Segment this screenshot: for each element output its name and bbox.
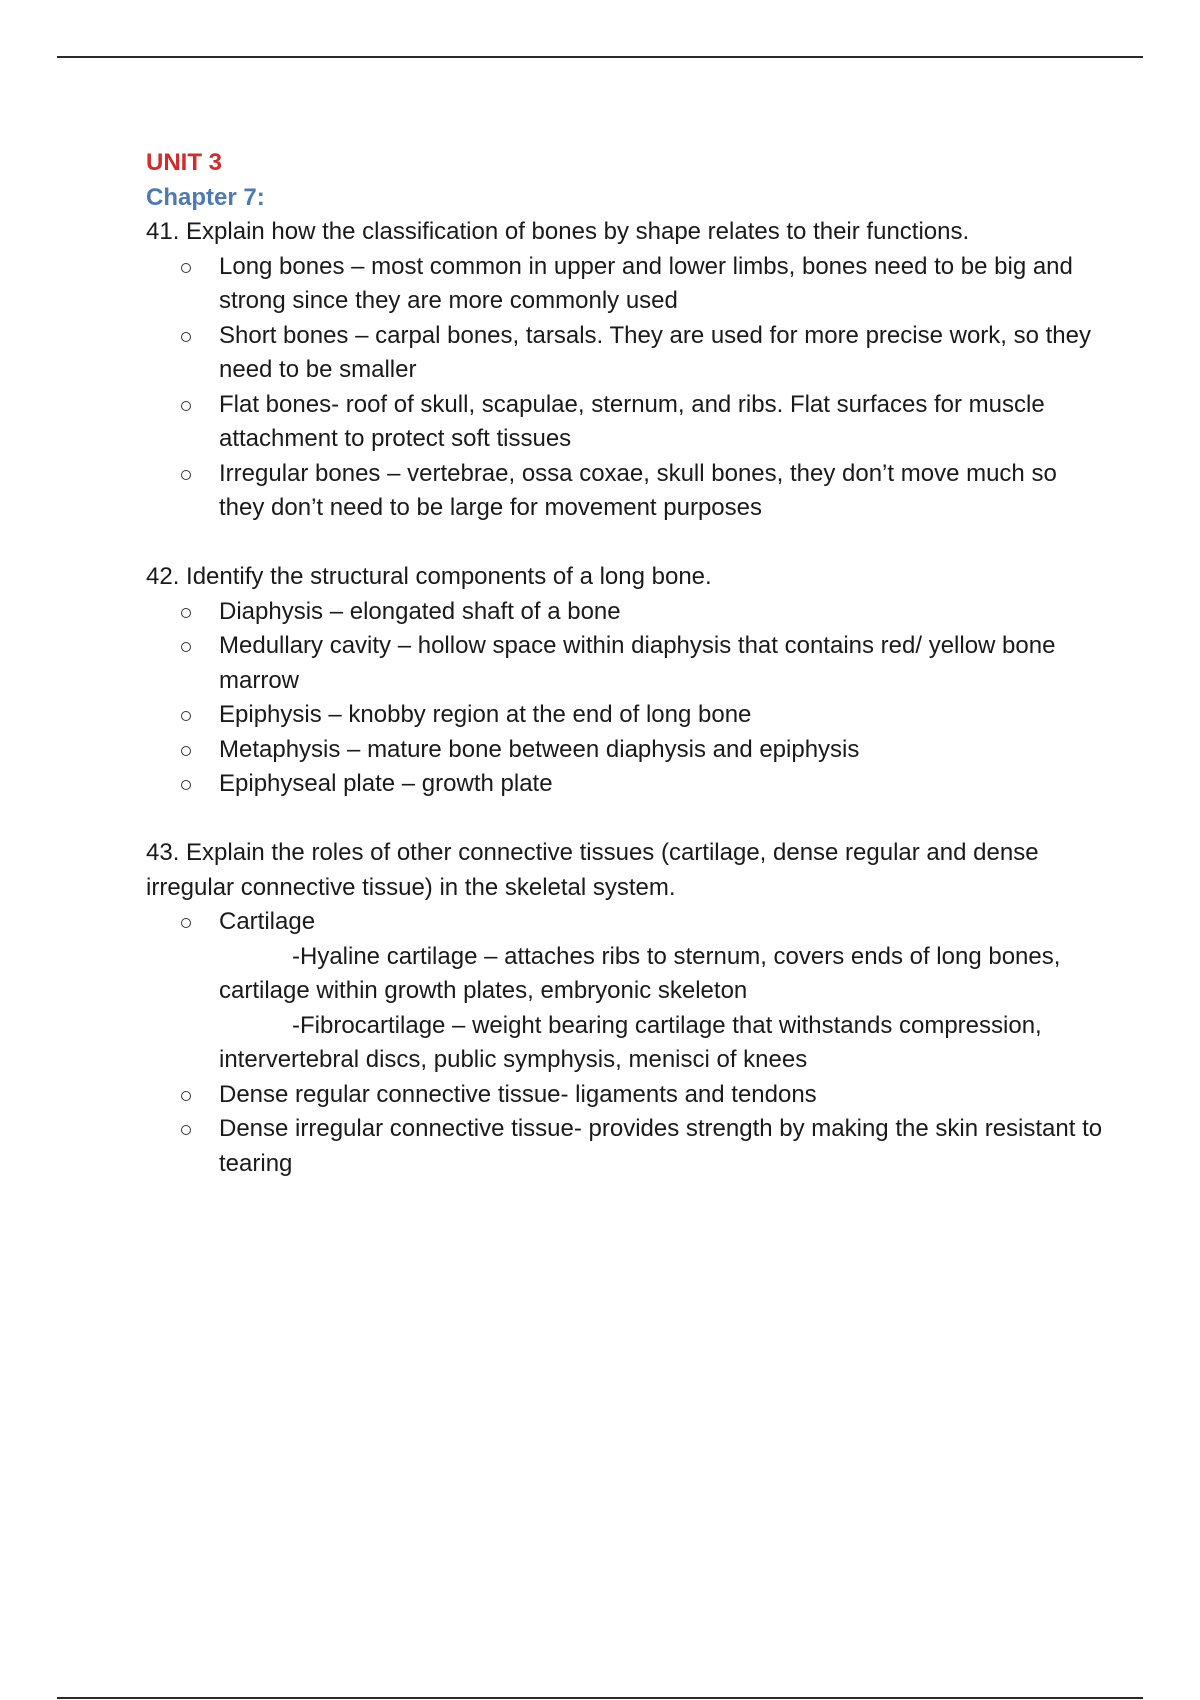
circle-bullet-icon — [181, 780, 191, 790]
circle-bullet-icon — [181, 608, 191, 618]
list-item: Diaphysis – elongated shaft of a bone — [219, 595, 1106, 630]
list-item: Dense irregular connective tissue- provides strength by making the skin resistant to tearing — [219, 1112, 1106, 1181]
circle-bullet-icon — [181, 470, 191, 480]
chapter-title: Chapter 7: — [146, 183, 265, 211]
section-spacer — [146, 802, 1106, 837]
fibrocartilage-text: -Fibrocartilage – weight bearing cartilage that withstands compression, intervertebral discs, public symphysis, menisci of knees — [219, 1011, 1042, 1073]
unit-title: UNIT 3 — [146, 149, 223, 176]
list-item: Irregular bones – vertebrae, ossa coxae, skull bones, they don’t move much so they don’t need to be large for movement purposes — [219, 457, 1106, 526]
circle-bullet-icon — [181, 263, 191, 273]
question-42: 42. Identify the structural components of a long bone. — [146, 563, 712, 590]
circle-bullet-icon — [181, 332, 191, 342]
list-item: Flat bones- roof of skull, scapulae, sternum, and ribs. Flat surfaces for muscle attachment to protect soft tissues — [219, 388, 1106, 457]
list-item: Metaphysis – mature bone between diaphysis and epiphysis — [219, 733, 1106, 768]
circle-bullet-icon — [181, 711, 191, 721]
question-41-list — [146, 250, 1106, 526]
circle-bullet-icon — [181, 642, 191, 652]
circle-bullet-icon — [181, 918, 191, 928]
list-item: Medullary cavity – hollow space within diaphysis that contains red/ yellow bone marrow — [219, 629, 1106, 698]
footer-rule — [57, 1697, 1143, 1699]
section-spacer — [146, 526, 1106, 561]
list-item: Dense regular connective tissue- ligaments and tendons — [219, 1078, 1106, 1113]
list-item: Short bones – carpal bones, tarsals. They are used for more precise work, so they need to be smaller — [219, 319, 1106, 388]
circle-bullet-icon — [181, 1091, 191, 1101]
question-41: 41. Explain how the classification of bones by shape relates to their functions. — [146, 218, 970, 245]
question-43: 43. Explain the roles of other connective tissues (cartilage, dense regular and dense irregular connective tissue) in the skeletal system. — [146, 839, 1039, 901]
cartilage-label: Cartilage — [219, 908, 316, 935]
header-rule — [57, 56, 1143, 58]
list-item: Long bones – most common in upper and lower limbs, bones need to be big and strong since they are more commonly used — [219, 250, 1106, 319]
question-43-list — [146, 905, 1106, 1181]
list-item: Epiphysis – knobby region at the end of long bone — [219, 698, 1106, 733]
list-item-cartilage — [219, 905, 1106, 1078]
circle-bullet-icon — [181, 401, 191, 411]
question-42-list — [146, 595, 1106, 802]
hyaline-cartilage-text: -Hyaline cartilage – attaches ribs to sternum, covers ends of long bones, cartilage within growth plates, embryonic skeleton — [219, 942, 1061, 1004]
list-item: Epiphyseal plate – growth plate — [219, 767, 1106, 802]
circle-bullet-icon — [181, 1125, 191, 1135]
document-body — [146, 146, 1106, 1181]
circle-bullet-icon — [181, 746, 191, 756]
